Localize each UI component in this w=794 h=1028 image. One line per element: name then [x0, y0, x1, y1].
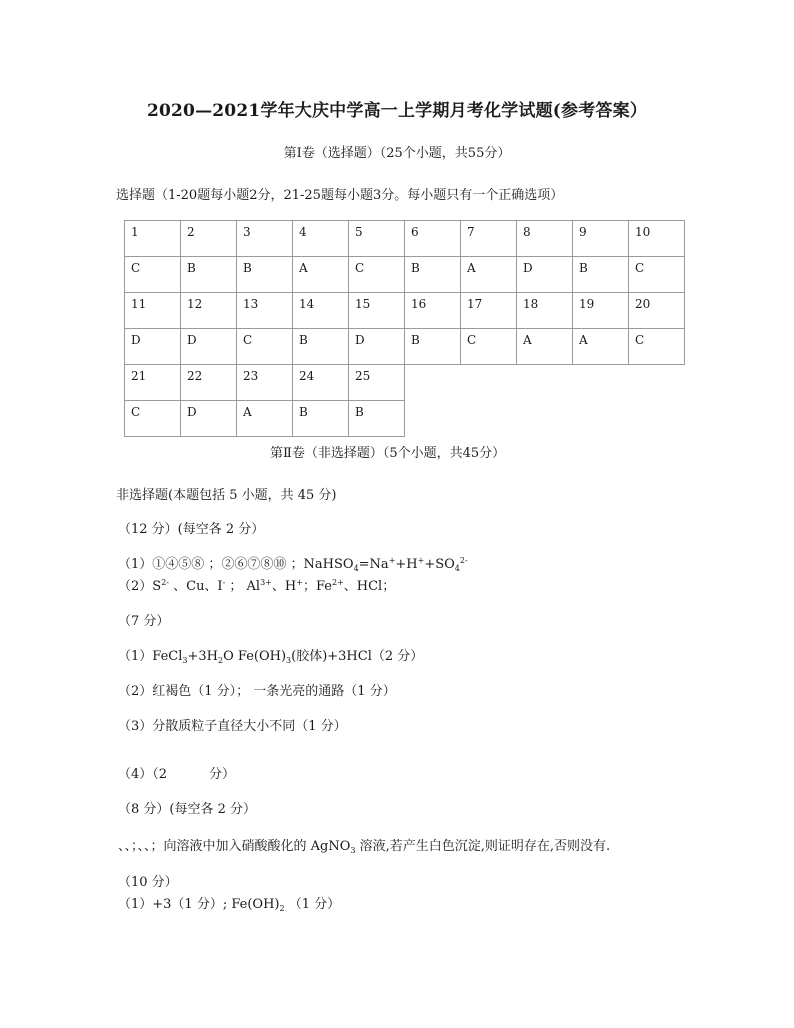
question-number: 17	[461, 293, 517, 329]
subscript: 2	[279, 904, 285, 913]
superscript: 3+	[260, 578, 272, 587]
question-number: 11	[125, 293, 181, 329]
q26-header: （12 分）(每空各 2 分）	[118, 522, 265, 537]
superscript: -	[222, 578, 226, 587]
answer-cell: B	[237, 257, 293, 293]
answer-cell: C	[125, 257, 181, 293]
q29-header: （10 分）	[118, 875, 178, 890]
q28-answer-line-1	[118, 835, 610, 854]
question-number: 4	[293, 221, 349, 257]
question-number: 8	[517, 221, 573, 257]
q26-l1-text: +H	[395, 557, 418, 572]
section2-heading: 第Ⅱ卷（非选择题）（5个小题，共45分）	[270, 446, 506, 461]
question-number: 23	[237, 365, 293, 401]
question-number: 9	[573, 221, 629, 257]
answer-cell: D	[181, 329, 237, 365]
q26-l2-text: （2）S	[118, 579, 162, 594]
q27-l4-text: 分）	[209, 767, 236, 782]
q27-answer-line-2: （2）红褐色（1 分）； 一条光亮的通路（1 分）	[118, 684, 396, 699]
answer-cell: A	[237, 401, 293, 437]
answer-cell: A	[573, 329, 629, 365]
answer-cell: D	[349, 329, 405, 365]
subscript: 2	[218, 656, 224, 665]
question-number: 5	[349, 221, 405, 257]
q28-l1-text: 溶液,若产生白色沉淀,则证明存在,否则没有.	[355, 839, 611, 854]
q26-l2-text: 、Cu、I	[168, 579, 223, 594]
question-number: 2	[181, 221, 237, 257]
q26-l2-text: ； Al	[225, 579, 261, 594]
question-number: 13	[237, 293, 293, 329]
empty-cell	[629, 401, 685, 437]
section2-intro: 非选择题(本题包括 5 小题，共 45 分)	[116, 488, 337, 503]
empty-cell	[573, 401, 629, 437]
answer-cell: D	[125, 329, 181, 365]
q27-l1-text: （1）FeCl	[118, 649, 183, 664]
question-number: 12	[181, 293, 237, 329]
empty-cell	[517, 365, 573, 401]
answer-cell: B	[349, 401, 405, 437]
q26-l2-text: 、H	[271, 579, 297, 594]
question-number: 3	[237, 221, 293, 257]
table-row	[125, 221, 685, 257]
answer-cell: C	[461, 329, 517, 365]
q29-answer-line-1	[118, 893, 340, 912]
answer-cell: B	[405, 329, 461, 365]
answer-cell: B	[573, 257, 629, 293]
answer-cell: C	[125, 401, 181, 437]
answer-cell: D	[181, 401, 237, 437]
empty-cell	[405, 365, 461, 401]
superscript: 2-	[459, 556, 468, 565]
q28-l1-text: 、、；、、；向溶液中加入硝酸酸化的 AgNO	[118, 839, 351, 854]
q27-header: （7 分）	[118, 614, 170, 629]
subscript: 4	[454, 564, 460, 573]
question-number: 6	[405, 221, 461, 257]
answer-cell: B	[181, 257, 237, 293]
answer-cell: A	[293, 257, 349, 293]
subscript: 3	[286, 656, 292, 665]
empty-cell	[461, 401, 517, 437]
answer-cell: A	[517, 329, 573, 365]
question-number: 18	[517, 293, 573, 329]
q26-l1-text: +SO	[424, 557, 455, 572]
superscript: +	[296, 578, 303, 587]
q26-answer-line-1	[118, 553, 468, 572]
question-number: 21	[125, 365, 181, 401]
question-number: 24	[293, 365, 349, 401]
superscript: +	[417, 556, 425, 565]
q27-answer-line-3: （3）分散质粒子直径大小不同（1 分）	[118, 719, 347, 734]
question-number: 16	[405, 293, 461, 329]
table-row	[125, 257, 685, 293]
q27-l1-text: O Fe(OH)	[223, 649, 287, 664]
empty-cell	[461, 365, 517, 401]
question-number: 20	[629, 293, 685, 329]
subscript: 3	[350, 846, 356, 855]
answer-table	[124, 220, 685, 437]
answer-cell: B	[405, 257, 461, 293]
answer-cell: B	[293, 401, 349, 437]
answer-cell: C	[237, 329, 293, 365]
q26-l1-text: =Na	[358, 557, 389, 572]
answer-cell: A	[461, 257, 517, 293]
superscript: +	[388, 556, 396, 565]
answer-cell: C	[629, 329, 685, 365]
section1-heading: 第Ⅰ卷（选择题）（25个小题，共55分）	[283, 146, 511, 161]
answer-cell: C	[629, 257, 685, 293]
table-row	[125, 329, 685, 365]
question-number: 22	[181, 365, 237, 401]
document-title: 2020—2021学年大庆中学高一上学期月考化学试题(参考答案）	[146, 101, 648, 121]
q28-header: （8 分）(每空各 2 分）	[118, 802, 257, 817]
answer-cell: B	[293, 329, 349, 365]
question-number: 15	[349, 293, 405, 329]
subscript: 4	[353, 564, 359, 573]
q29-l1-text: （1 分）	[284, 897, 341, 912]
q26-l1-text: （1）①④⑤⑧ ；②⑥⑦⑧⑩ ；NaHSO	[118, 557, 354, 572]
question-number: 1	[125, 221, 181, 257]
table-row	[125, 293, 685, 329]
answer-cell: C	[349, 257, 405, 293]
superscript: 2-	[161, 578, 169, 587]
section1-instructions: 选择题（1-20题每小题2分，21-25题每小题3分。每小题只有一个正确选项）	[116, 188, 564, 203]
table-row	[125, 401, 685, 437]
superscript: 2+	[331, 578, 344, 587]
question-number: 10	[629, 221, 685, 257]
q27-l1-text: (胶体)+3HCl（2 分）	[291, 649, 424, 664]
empty-cell	[629, 365, 685, 401]
q27-l1-text: +3H	[187, 649, 218, 664]
question-number: 14	[293, 293, 349, 329]
question-number: 25	[349, 365, 405, 401]
question-number: 7	[461, 221, 517, 257]
empty-cell	[517, 401, 573, 437]
empty-cell	[405, 401, 461, 437]
q27-l4-text: （4）（2	[118, 767, 168, 782]
q26-l2-text: ；Fe	[302, 579, 332, 594]
q27-answer-line-1	[118, 645, 423, 664]
empty-cell	[573, 365, 629, 401]
answer-cell: D	[517, 257, 573, 293]
question-number: 19	[573, 293, 629, 329]
q26-answer-line-2	[118, 575, 395, 594]
table-row	[125, 365, 685, 401]
subscript: 3	[182, 656, 188, 665]
q27-answer-line-4	[118, 763, 235, 782]
q29-l1-text: （1）+3（1 分）; Fe(OH)	[118, 897, 280, 912]
q26-l2-text: 、HCl；	[343, 579, 396, 594]
